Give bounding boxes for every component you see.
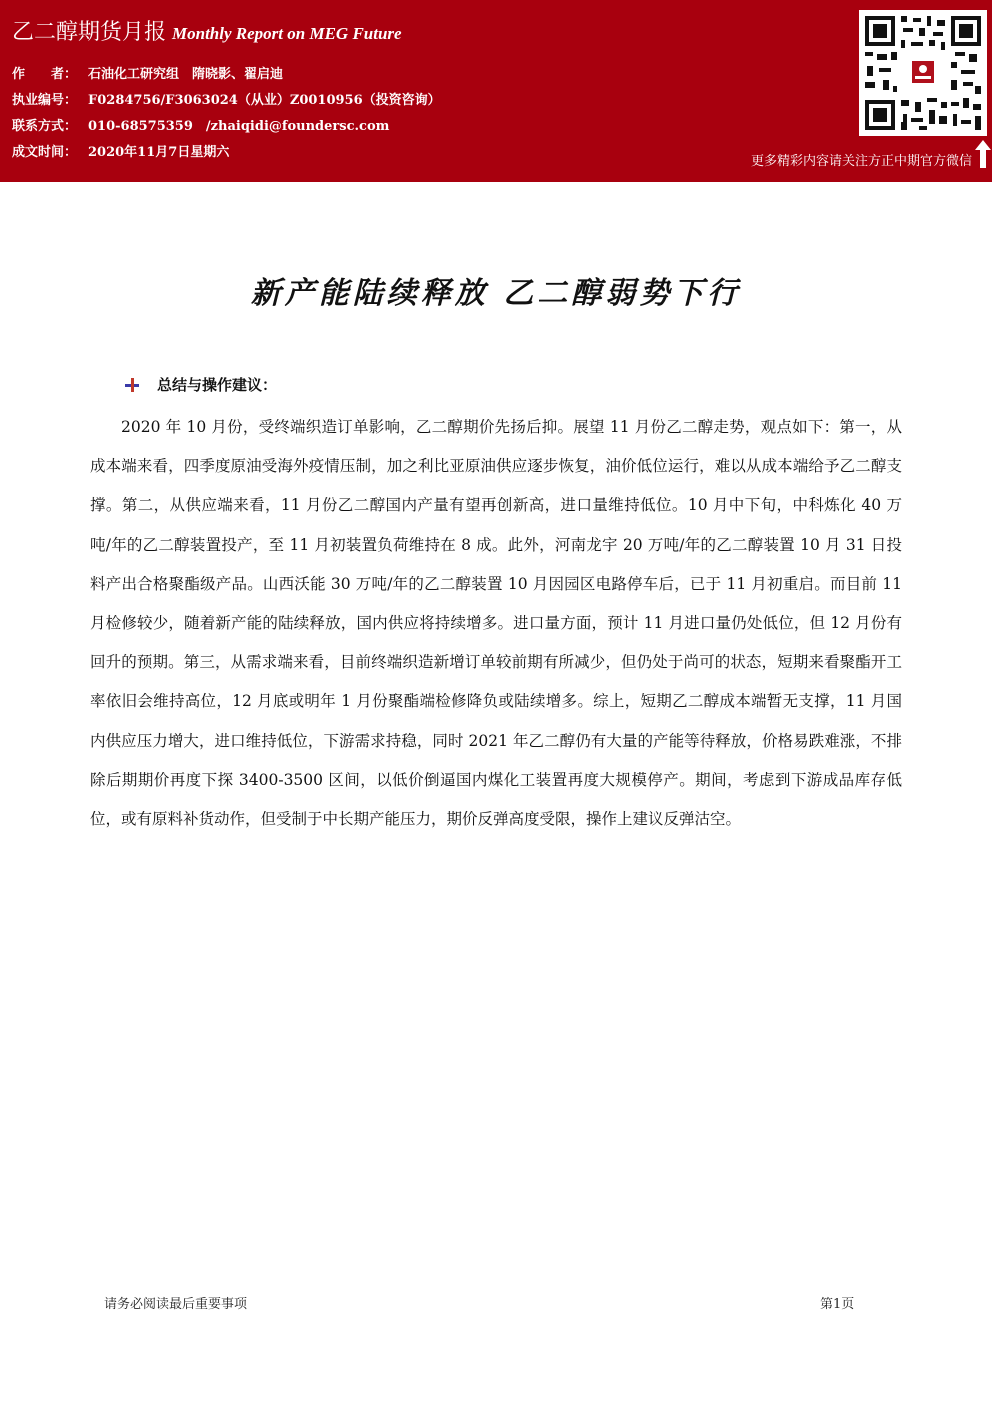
contact-line xyxy=(12,115,389,134)
license-value: F0284756/F3063024（从业）Z0010956（投资咨询） xyxy=(88,93,441,108)
section-heading-text: 总结与操作建议： xyxy=(157,376,278,394)
cross-bullet-icon xyxy=(125,378,139,392)
body-paragraph: 2020 年 10 月份，受终端织造订单影响，乙二醇期价先扬后抑。展望 11 月份乙二醇走势，观点如下：第一，从成本端来看，四季度原油受海外疫情压制，加之利比亚原油供应逐步恢复，油价低位运行，难以从成本端给予乙二醇支撑。第二，从供应端来看，11 月份乙二醇国内产量有望再创新高，进口量维持低位。10 月中下旬，中科炼化 40 万吨/年的乙二醇装置投产，至 11 月初装置负荷维持在 8 成。此外，河南龙宇 20 万吨/年的乙二醇装置 10 月 31 日投料产出合格聚酯级产品。山西沃能 30 万吨/年的乙二醇装置 10 月因园区电路停车后，已于 11 月初重启。而目前 11 月检修较少，随着新产能的陆续释放，国内供应将持续增多。进口量方面，预计 11 月进口量仍处低位，但 12 月份有回升的预期。第三，从需求端来看，目前终端织造新增订单较前期有所减少，但仍处于尚可的状态，短期来看聚酯开工率依旧会维持高位，12 月底或明年 1 月份聚酯端检修降负或陆续增多。综上，短期乙二醇成本端暂无支撑，11 月国内供应压力增大，进口维持低位，下游需求持稳，同时 2021 年乙二醇仍有大量的产能等待释放，价格易跌难涨，不排除后期期价再度下探 3400-3500 区间，以低价倒逼国内煤化工装置再度大规模停产。期间，考虑到下游成品库存低位，或有原料补货动作，但受制于中长期产能压力，期价反弹高度受限，操作上建议反弹沽空。 xyxy=(90,418,902,829)
section-heading xyxy=(125,374,277,395)
date-line xyxy=(12,141,229,160)
author-line xyxy=(12,63,283,82)
qr-code-icon[interactable] xyxy=(859,10,987,136)
page-number: 第1页 xyxy=(820,1297,855,1312)
date-label: 成文时间： xyxy=(12,145,78,160)
title-en: Monthly Report on MEG Future xyxy=(172,24,402,43)
follow-wechat-text: 更多精彩内容请关注方正中期官方微信 xyxy=(750,154,972,169)
author-value: 石油化工研究组 隋晓影、翟启迪 xyxy=(88,67,284,82)
up-arrow-icon xyxy=(975,140,991,168)
contact-label: 联系方式： xyxy=(12,119,78,134)
report-header xyxy=(0,0,992,170)
header-title xyxy=(12,18,402,49)
author-label: 作 者： xyxy=(12,67,78,82)
document-title: 新产能陆续释放 乙二醇弱势下行 xyxy=(250,276,742,311)
date-value: 2020年11月7日星期六 xyxy=(88,145,230,160)
header-bottom-rule xyxy=(0,170,992,182)
license-line xyxy=(12,89,441,108)
title-cn: 乙二醇期货月报 xyxy=(12,20,167,45)
footer-notice: 请务必阅读最后重要事项 xyxy=(104,1297,248,1312)
contact-value: 010-68575359 /zhaiqidi@foundersc.com xyxy=(88,119,390,134)
license-label: 执业编号： xyxy=(12,93,78,108)
